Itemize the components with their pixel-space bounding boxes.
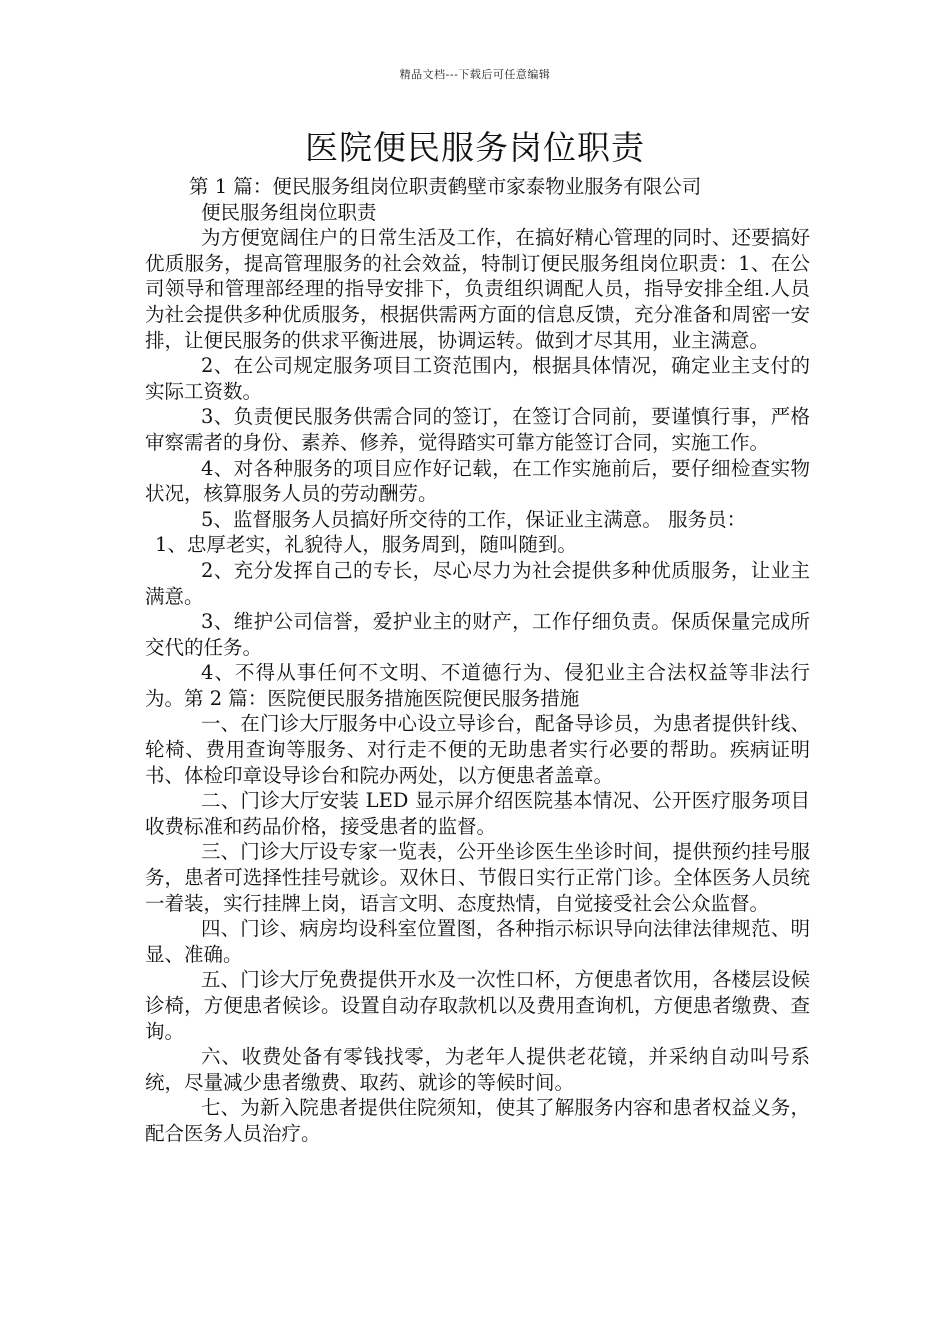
paragraph: 第 1 篇：便民服务组岗位职责鹤壁市家泰物业服务有限公司 — [189, 175, 702, 198]
paragraph: 四、门诊、病房均设科室位置图，各种指示标识导向法律法律规范、明显、准确。 — [145, 917, 810, 966]
paragraph: 2、在公司规定服务项目工资范围内，根据具体情况，确定业主支付的实际工资数。 — [145, 354, 810, 403]
paragraph: 3、维护公司信誉，爱护业主的财产，工作仔细负责。保质保量完成所交代的任务。 — [145, 610, 810, 659]
paragraph: 5、监督服务人员搞好所交待的工作，保证业主满意。 服务员： — [201, 507, 747, 531]
paragraph: 3、负责便民服务供需合同的签订，在签订合同前，要谨慎行事，严格审察需者的身份、素养、修养，觉得踏实可靠方能签订合同，实施工作。 — [145, 405, 810, 454]
paragraph: 2、充分发挥自己的专长，尽心尽力为社会提供多种优质服务，让业主满意。 — [145, 558, 810, 608]
paragraph: 1、忠厚老实，礼貌待人，服务周到，随叫随到。 — [155, 533, 577, 557]
paragraph: 为方便宽阔住户的日常生活及工作，在搞好精心管理的同时、还要搞好优质服务，提高管理服务的社会效益，特制订便民服务组岗位职责：1、在公司领导和管理部经理的指导安排下，负责组织调配人员，指导安排全组.人员为社会提供多种优质服务，根据供需两方面的信息反馈，充分准备和周密一安排，让便民服务的供求平衡进展，协调运转。做到才尽其用，业主满意。 — [145, 226, 810, 352]
paragraph: 七、为新入院患者提供住院须知，使其了解服务内容和患者权益义务，配合医务人员治疗。 — [145, 1096, 810, 1145]
paragraph: 4、对各种服务的项目应作好记载，在工作实施前后，要仔细检查实物状况，核算服务人员的劳动酬劳。 — [145, 456, 810, 506]
document-body — [145, 174, 810, 1147]
header-note: 精品文档---下载后可任意编辑 — [399, 68, 551, 81]
paragraph: 一、在门诊大厅服务中心设立导诊台，配备导诊员，为患者提供针线、轮椅、费用查询等服务、对行走不便的无助患者实行必要的帮助。疾病证明书、体检印章设导诊台和院办两处，以方便患者盖章。 — [145, 712, 810, 787]
paragraph: 便民服务组岗位职责 — [201, 200, 377, 224]
paragraph: 五、门诊大厅免费提供开水及一次性口杯，方便患者饮用，各楼层设候诊椅，方便患者候诊。设置自动存取款机以及费用查询机，方便患者缴费、查询。 — [145, 968, 810, 1043]
paragraph: 4、不得从事任何不文明、不道德行为、侵犯业主合法权益等非法行为。第 2 篇：医院便民服务措施医院便民服务措施 — [145, 661, 810, 710]
paragraph: 三、门诊大厅设专家一览表，公开坐诊医生坐诊时间，提供预约挂号服务，患者可选择性挂号就诊。双休日、节假日实行正常门诊。全体医务人员统一着装，实行挂牌上岗，语言文明、态度热情，自觉接受社会公众监督。 — [145, 840, 810, 915]
document-title: 医院便民服务岗位职责 — [305, 128, 645, 167]
paragraph: 二、门诊大厅安装 LED 显示屏介绍医院基本情况、公开医疗服务项目收费标准和药品价格，接受患者的监督。 — [145, 789, 810, 838]
paragraph: 六、收费处备有零钱找零，为老年人提供老花镜，并采纳自动叫号系统，尽量减少患者缴费、取药、就诊的等候时间。 — [145, 1045, 810, 1094]
